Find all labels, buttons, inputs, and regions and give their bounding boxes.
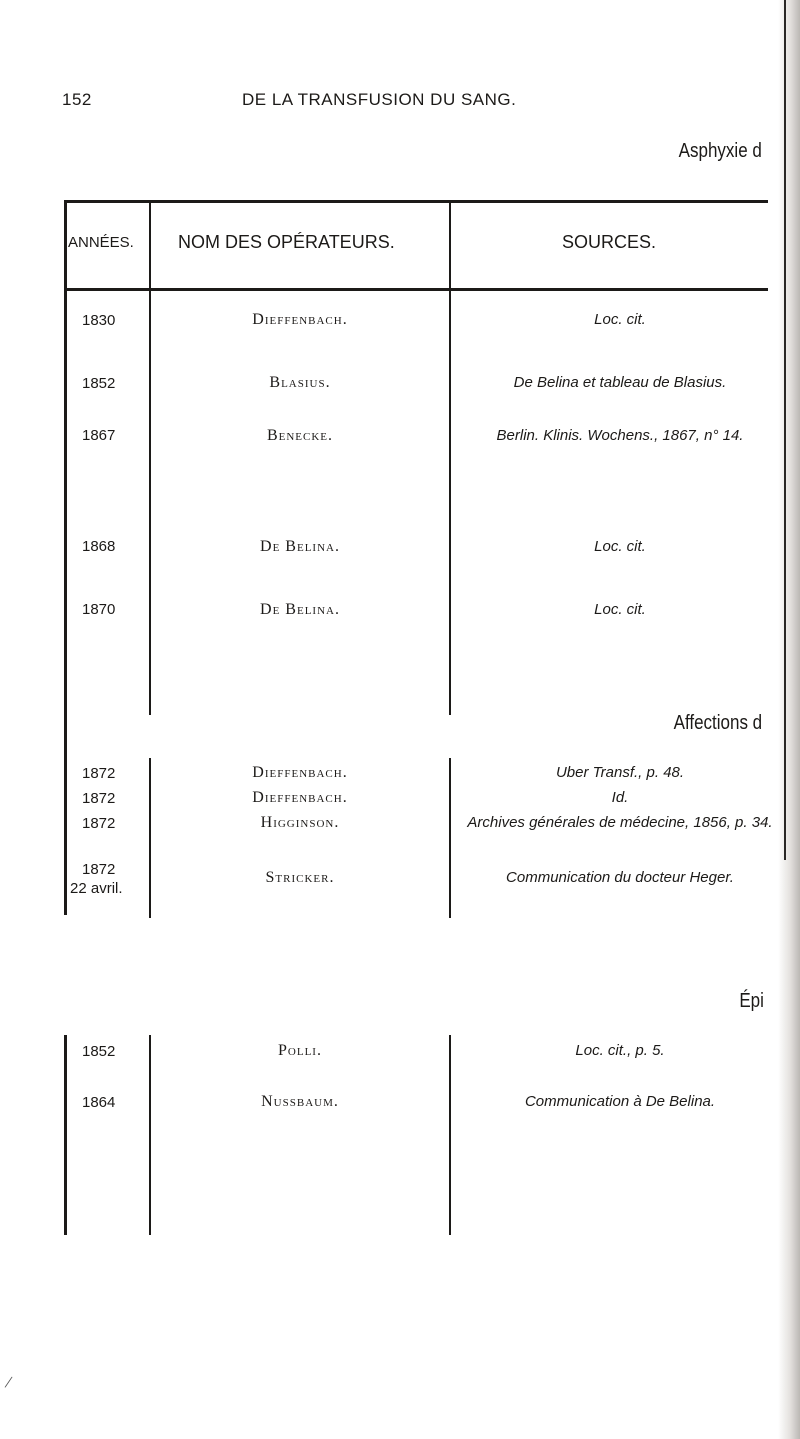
row-operator: De Belina. [260, 601, 340, 618]
row-source: Loc. cit. [594, 601, 646, 618]
row-operator: Dieffenbach. [252, 311, 348, 328]
column-rule-2 [449, 1035, 451, 1235]
row-year: 1852 [82, 1043, 116, 1060]
row-operator: Nussbaum. [261, 1093, 339, 1110]
row-source: Berlin. Klinis. Wochens., 1867, n° 14. [496, 427, 744, 444]
row-source: Archives générales de médecine, 1856, p. 34. [467, 814, 773, 831]
row-year: 1830 [82, 312, 116, 329]
column-rule-2 [449, 203, 451, 715]
row-year: 1852 [82, 375, 116, 392]
row-source: Loc. cit., p. 5. [575, 1042, 665, 1059]
section-title-epi: Épi [739, 990, 764, 1012]
row-source: Loc. cit. [594, 538, 646, 555]
section-title-affections: Affections d [673, 712, 762, 734]
row-year: 1872 [82, 790, 116, 807]
row-year: 1864 [82, 1094, 116, 1111]
row-year: 1868 [82, 538, 116, 555]
column-rule-1 [149, 203, 151, 715]
row-operator: De Belina. [260, 538, 340, 555]
column-header-annees: ANNÉES. [68, 234, 134, 251]
column-rule-1 [149, 758, 151, 918]
page-number: 152 [62, 90, 92, 109]
row-year-date: 22 avril. [70, 880, 123, 897]
row-operator: Dieffenbach. [252, 789, 348, 806]
row-year: 1872 [82, 765, 116, 782]
column-header-operateurs: NOM DES OPÉRATEURS. [178, 232, 395, 252]
row-source: Communication du docteur Heger. [506, 869, 734, 886]
row-source: Uber Transf., p. 48. [555, 764, 685, 781]
margin-pencil-mark: / [3, 1371, 14, 1393]
row-operator: Dieffenbach. [252, 764, 348, 781]
row-operator: Benecke. [266, 427, 334, 444]
row-year: 1872 [82, 861, 116, 878]
next-page-edge [778, 0, 800, 1439]
row-source: De Belina et tableau de Blasius. [513, 374, 727, 391]
column-header-sources: SOURCES. [562, 232, 657, 252]
column-rule-2 [449, 758, 451, 918]
table-header-rule [64, 288, 768, 291]
table-top-rule [64, 200, 768, 203]
row-source: Communication à De Belina. [524, 1093, 716, 1110]
row-source: Id. [611, 789, 629, 806]
table-left-rule [64, 200, 67, 915]
table-left-rule [64, 1035, 67, 1235]
row-operator: Blasius. [269, 374, 331, 391]
row-year: 1867 [82, 427, 116, 444]
column-rule-1 [149, 1035, 151, 1235]
running-title: DE LA TRANSFUSION DU SANG. [242, 90, 517, 109]
row-operator: Polli. [278, 1042, 322, 1059]
row-year: 1870 [82, 601, 116, 618]
row-source: Loc. cit. [594, 311, 646, 328]
row-operator: Higginson. [260, 814, 340, 831]
row-year: 1872 [82, 815, 116, 832]
row-operator: Stricker. [265, 869, 335, 886]
section-title-asphyxie: Asphyxie d [678, 140, 762, 162]
